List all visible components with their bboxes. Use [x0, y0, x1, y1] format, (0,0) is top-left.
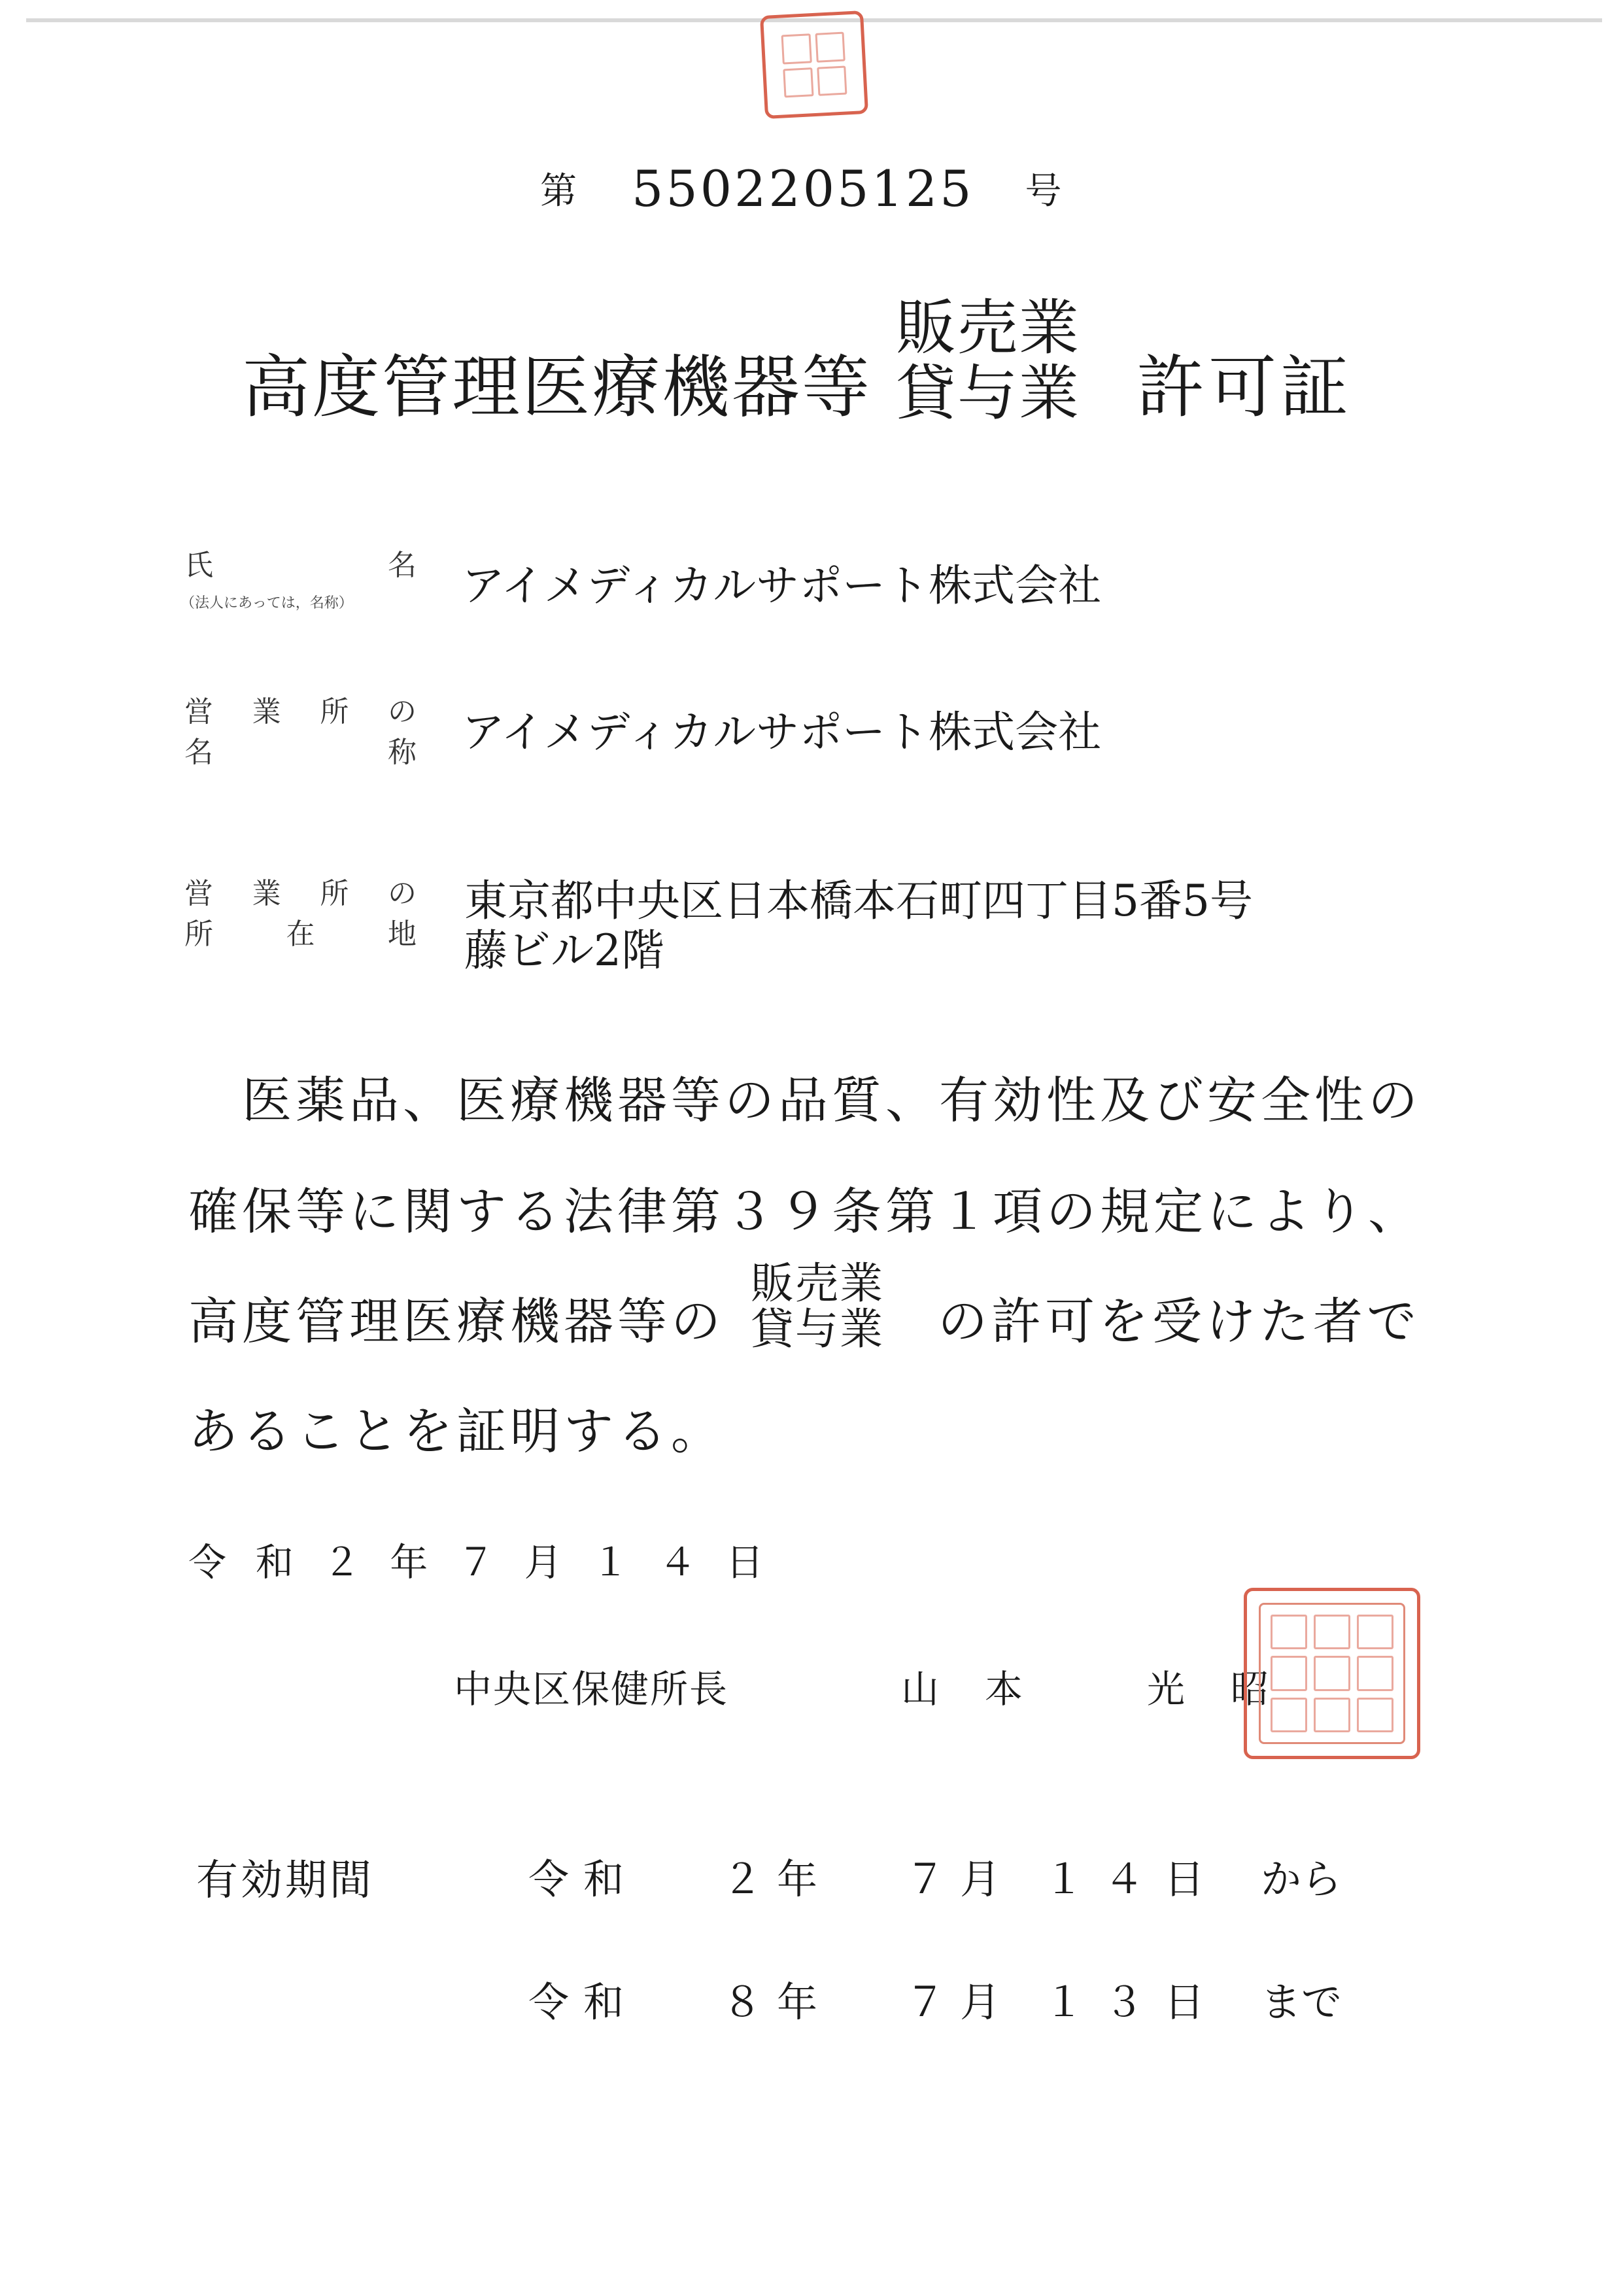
date-char: ４	[658, 1540, 697, 1585]
validity-to-year: ８年	[722, 1978, 832, 2026]
statement-line1: 医薬品、医療機器等の品質、有効性及び安全性の	[242, 1071, 1422, 1129]
name-char: 昭	[1231, 1667, 1269, 1711]
statement-type-lease: 貸与業	[751, 1304, 884, 1354]
office-address-label-line1	[184, 870, 417, 912]
label-char: の	[387, 695, 417, 728]
validity-from-suffix: から	[1261, 1855, 1342, 1903]
label-char: 所	[320, 877, 349, 910]
official-seal	[1244, 1588, 1420, 1759]
statement-line2: 確保等に関する法律第３９条第１項の規定により、	[188, 1182, 1422, 1241]
title-business-types	[896, 293, 1081, 428]
validity-from-day: １４日	[1044, 1855, 1225, 1903]
date-char: 令	[188, 1540, 227, 1585]
date-char: 日	[725, 1540, 764, 1585]
office-address-line2: 藤ビル2階	[464, 925, 664, 976]
statement-type-sales: 販売業	[751, 1258, 884, 1309]
date-char: １	[591, 1540, 630, 1585]
label-char: 営	[184, 695, 213, 728]
label-char: の	[387, 877, 417, 910]
name-char: 本	[985, 1667, 1023, 1711]
label-char: 業	[252, 877, 281, 910]
number-value: 5502205125	[632, 160, 974, 218]
date-char: ７	[456, 1540, 495, 1585]
title-type-sales: 販売業	[896, 293, 1081, 363]
label-char: 在	[286, 917, 315, 951]
label-char: 名	[388, 549, 417, 582]
validity-to-era: 令和	[528, 1978, 639, 2026]
validity-to-day: １３日	[1044, 1978, 1225, 2026]
validity-to-suffix: まで	[1261, 1978, 1342, 2026]
name-char: 光	[1147, 1667, 1186, 1711]
label-char: 氏	[184, 549, 213, 582]
issue-date	[188, 1532, 764, 1586]
title-main: 高度管理医療機器等	[242, 347, 872, 427]
label-char: 業	[252, 695, 281, 728]
name-label	[184, 541, 417, 583]
number-prefix: 第	[540, 170, 577, 213]
title-tail: 許可証	[1136, 347, 1353, 427]
statement-line3-before: 高度管理医療機器等の	[188, 1292, 725, 1350]
label-char: 称	[388, 736, 417, 769]
validity-from-era: 令和	[528, 1855, 639, 1903]
label-char: 所	[184, 917, 213, 951]
label-char: 営	[184, 877, 213, 910]
date-char: 年	[390, 1540, 428, 1585]
date-char: 月	[524, 1540, 562, 1585]
office-name-value: アイメディカルサポート株式会社	[462, 707, 1102, 757]
statement-line4: あることを証明する。	[188, 1402, 725, 1460]
name-char: 山	[901, 1667, 940, 1711]
issuer-name	[901, 1658, 1267, 1713]
label-char: 所	[320, 695, 349, 728]
validity-from-year: ２年	[722, 1855, 832, 1903]
title-type-lease: 貸与業	[896, 358, 1081, 428]
name-note: （法人にあっては，名称）	[180, 595, 353, 611]
statement-business-types	[751, 1258, 884, 1354]
validity-from-month: ７月	[905, 1855, 1016, 1903]
office-address-label-line2	[184, 910, 417, 952]
office-address-line1: 東京都中央区日本橋本石町四丁目5番5号	[464, 876, 1253, 926]
issuer-office: 中央区保健所長	[454, 1667, 729, 1711]
date-char: 和	[255, 1540, 294, 1585]
name-value: アイメディカルサポート株式会社	[462, 560, 1102, 611]
label-char: 名	[184, 736, 213, 769]
date-char: ２	[322, 1540, 361, 1585]
validity-to-month: ７月	[905, 1978, 1016, 2026]
registration-seal	[760, 10, 868, 119]
label-char: 地	[388, 917, 417, 951]
office-name-label-line1	[184, 688, 417, 730]
number-suffix: 号	[1025, 170, 1062, 213]
validity-label: 有効期間	[196, 1857, 374, 1905]
certificate-number	[540, 157, 1062, 218]
office-name-label-line2	[184, 728, 417, 770]
statement-line3-after: の許可を受けた者で	[938, 1292, 1420, 1350]
